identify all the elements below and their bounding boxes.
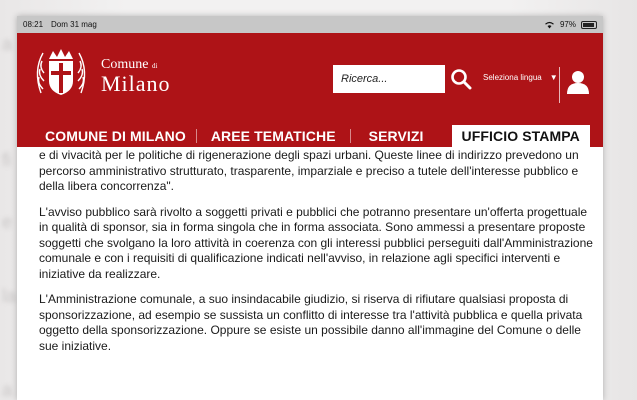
brand-di: di bbox=[151, 62, 158, 70]
search-input[interactable] bbox=[333, 65, 445, 93]
article-paragraph: e di vivacità per le politiche di rigenerazione degli spazi urbani. Queste linee di indirizzo prevedono un percorso amministrativo strutturato, trasparente, imparziale e preciso a tutele dell'interesse pubblico e della libera concorrenza". bbox=[39, 148, 579, 193]
status-time: 08:21 bbox=[23, 20, 44, 29]
brand-milano: Milano bbox=[101, 71, 171, 96]
chevron-down-icon: ▼ bbox=[549, 73, 558, 82]
background-ghost-text: e bbox=[2, 212, 13, 232]
user-icon[interactable] bbox=[567, 70, 589, 94]
search-icon[interactable] bbox=[450, 68, 472, 90]
article-paragraph: L'Amministrazione comunale, a suo insindacabile giudizio, si riserva di rifiutare qualsiasi proposta di sponsorizzazione, ad esempio se sussista un conflitto di interesse tra l'attività pubblica e quella privata oggetto della sponsorizzazione. Oppure se esiste un possibile danno all'immagine del Comune o delle sue iniziative. bbox=[39, 292, 583, 353]
site-brand[interactable] bbox=[101, 58, 171, 95]
nav-servizi[interactable]: SERVIZI bbox=[368, 128, 424, 144]
battery-icon bbox=[581, 21, 597, 29]
nav-aree-tematiche[interactable]: AREE TEMATICHE bbox=[210, 128, 336, 144]
article-paragraph: L'avviso pubblico sarà rivolto a soggetti privati e pubblici che potranno presentare un'offerta progettuale in qualità di sponsor, sia in forma singola che in forma associata. Sono ammessi a presentare proposte soggetti che svolgano la loro attività in coerenza con gli interessi pubblici perseguiti dall'Amministrazione comunale e con i requisiti di qualificazione indicati nell'avviso, in relazione agli specifici interventi e iniziative da realizzare. bbox=[39, 204, 593, 281]
main-nav bbox=[17, 125, 603, 147]
language-selector[interactable] bbox=[483, 73, 558, 82]
status-date: Dom 31 mag bbox=[51, 20, 97, 29]
background-ghost-text: a bbox=[2, 34, 13, 54]
language-label: Seleziona lingua bbox=[483, 73, 542, 82]
milano-crest-logo[interactable] bbox=[31, 41, 91, 103]
nav-comune-di-milano[interactable]: COMUNE DI MILANO bbox=[45, 128, 186, 144]
background-ghost-text: fi bbox=[2, 150, 11, 170]
article-body bbox=[39, 148, 599, 364]
tablet-screen bbox=[17, 16, 603, 400]
wifi-icon bbox=[544, 21, 555, 29]
status-bar bbox=[17, 16, 603, 33]
brand-comune: Comune bbox=[101, 57, 149, 72]
nav-ufficio-stampa[interactable]: UFFICIO STAMPA bbox=[452, 125, 590, 147]
background-ghost-text: la bbox=[2, 286, 17, 306]
background-ghost-text: a bbox=[2, 380, 13, 400]
battery-percent: 97% bbox=[559, 20, 576, 29]
header-divider bbox=[559, 67, 560, 103]
site-header bbox=[17, 33, 603, 125]
